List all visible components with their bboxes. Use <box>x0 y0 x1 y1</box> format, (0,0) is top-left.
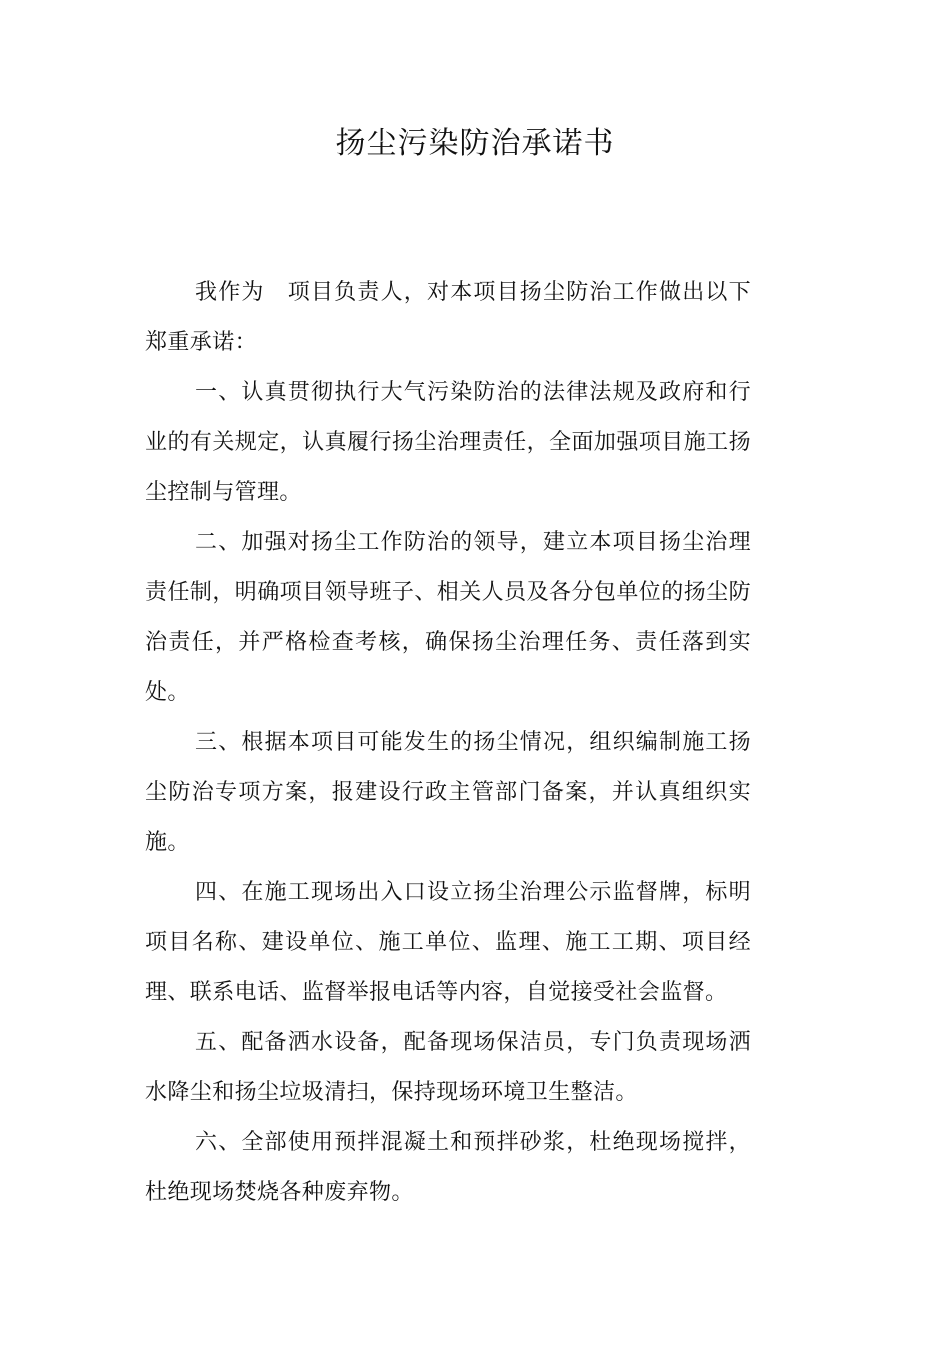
document-body <box>145 268 751 1218</box>
document-title: 扬尘污染防治承诺书 <box>335 126 615 161</box>
paragraph-item-4: 四、在施工现场出入口设立扬尘治理公示监督牌，标明项目名称、建设单位、施工单位、监理、施工工期、项目经理、联系电话、监督举报电话等内容，自觉接受社会监督。 <box>145 880 751 1005</box>
paragraph-item-1: 一、认真贯彻执行大气污染防治的法律法规及政府和行业的有关规定，认真履行扬尘治理责任，全面加强项目施工扬尘控制与管理。 <box>145 380 751 505</box>
paragraph-item-5: 五、配备洒水设备，配备现场保洁员，专门负责现场洒水降尘和扬尘垃圾清扫，保持现场环境卫生整洁。 <box>145 1030 751 1105</box>
paragraph-item-3: 三、根据本项目可能发生的扬尘情况，组织编制施工扬尘防治专项方案，报建设行政主管部门备案，并认真组织实施。 <box>145 730 751 855</box>
paragraph-intro: 我作为 项目负责人，对本项目扬尘防治工作做出以下郑重承诺： <box>145 280 751 355</box>
paragraph-item-2: 二、加强对扬尘工作防治的领导，建立本项目扬尘治理责任制，明确项目领导班子、相关人员及各分包单位的扬尘防治责任，并严格检查考核，确保扬尘治理任务、责任落到实处。 <box>145 530 751 705</box>
paragraph-item-6: 六、全部使用预拌混凝土和预拌砂浆，杜绝现场搅拌，杜绝现场焚烧各种废弃物。 <box>145 1130 751 1205</box>
